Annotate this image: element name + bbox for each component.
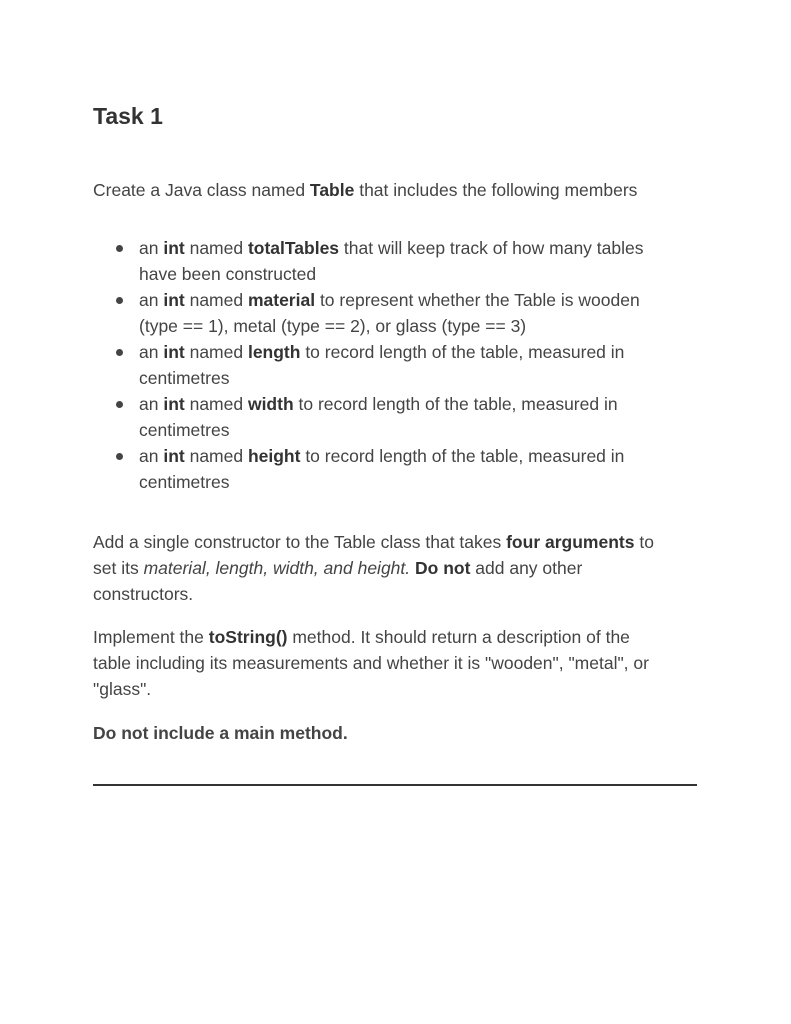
bullet-dot-icon <box>116 297 123 304</box>
constructor-text: Add a single constructor to the Table class that takes <box>93 532 507 552</box>
member-description: to represent whether the Table is wooden <box>315 290 640 310</box>
constructor-paragraph <box>93 529 699 607</box>
member-type: int <box>163 394 185 414</box>
constructor-fields: material, length, width, and height. <box>143 558 411 578</box>
constructor-text: to <box>634 532 654 552</box>
constructor-text: constructors. <box>93 584 194 604</box>
intro-class-name: Table <box>309 180 355 200</box>
member-text: named <box>184 394 248 414</box>
member-description-cont: centimetres <box>139 368 230 388</box>
member-description: to record length of the table, measured in <box>293 394 618 414</box>
constructor-warning: Do not <box>415 558 471 578</box>
bullet-dot-icon <box>116 349 123 356</box>
tostring-text: method. It should return a description of the <box>287 627 630 647</box>
intro-paragraph <box>93 177 637 203</box>
constructor-text: add any other <box>470 558 583 578</box>
bullet-dot-icon <box>116 401 123 408</box>
member-name: material <box>247 290 316 310</box>
tostring-paragraph <box>93 624 699 702</box>
member-text: an <box>139 394 164 414</box>
member-type: int <box>163 446 185 466</box>
member-description: to record length of the table, measured in <box>300 446 625 466</box>
member-text: an <box>139 238 164 258</box>
members-list <box>93 235 693 495</box>
member-name: totalTables <box>247 238 340 258</box>
member-text: named <box>184 342 248 362</box>
task-title: Task 1 <box>93 103 163 129</box>
member-description: that will keep track of how many tables <box>339 238 644 258</box>
member-text: an <box>139 446 164 466</box>
tostring-text: Implement the <box>93 627 209 647</box>
member-item-material <box>93 287 693 339</box>
member-name: length <box>247 342 301 362</box>
member-text: named <box>184 290 248 310</box>
tostring-text: "glass". <box>93 679 152 699</box>
member-description-cont: centimetres <box>139 420 230 440</box>
member-item-height <box>93 443 693 495</box>
constructor-emphasis: four arguments <box>506 532 635 552</box>
member-description-cont: have been constructed <box>139 264 317 284</box>
member-description-cont: (type == 1), metal (type == 2), or glass (type == 3) <box>139 316 527 336</box>
bullet-dot-icon <box>116 453 123 460</box>
tostring-text: table including its measurements and whether it is "wooden", "metal", or <box>93 653 649 673</box>
constructor-text: set its <box>93 558 144 578</box>
member-name: height <box>247 446 301 466</box>
member-name: width <box>247 394 294 414</box>
intro-text-pre: Create a Java class named <box>93 180 310 200</box>
horizontal-rule <box>93 784 697 786</box>
member-description: to record length of the table, measured in <box>300 342 625 362</box>
member-item-totaltables <box>93 235 693 287</box>
tostring-method-name: toString() <box>208 627 288 647</box>
member-item-width <box>93 391 693 443</box>
bullet-dot-icon <box>116 245 123 252</box>
intro-text-post: that includes the following members <box>354 180 638 200</box>
member-type: int <box>163 342 185 362</box>
member-text: named <box>184 238 248 258</box>
member-text: named <box>184 446 248 466</box>
member-type: int <box>163 238 185 258</box>
member-text: an <box>139 342 164 362</box>
member-item-length <box>93 339 693 391</box>
member-type: int <box>163 290 185 310</box>
member-description-cont: centimetres <box>139 472 230 492</box>
member-text: an <box>139 290 164 310</box>
no-main-instruction: Do not include a main method. <box>93 723 348 743</box>
